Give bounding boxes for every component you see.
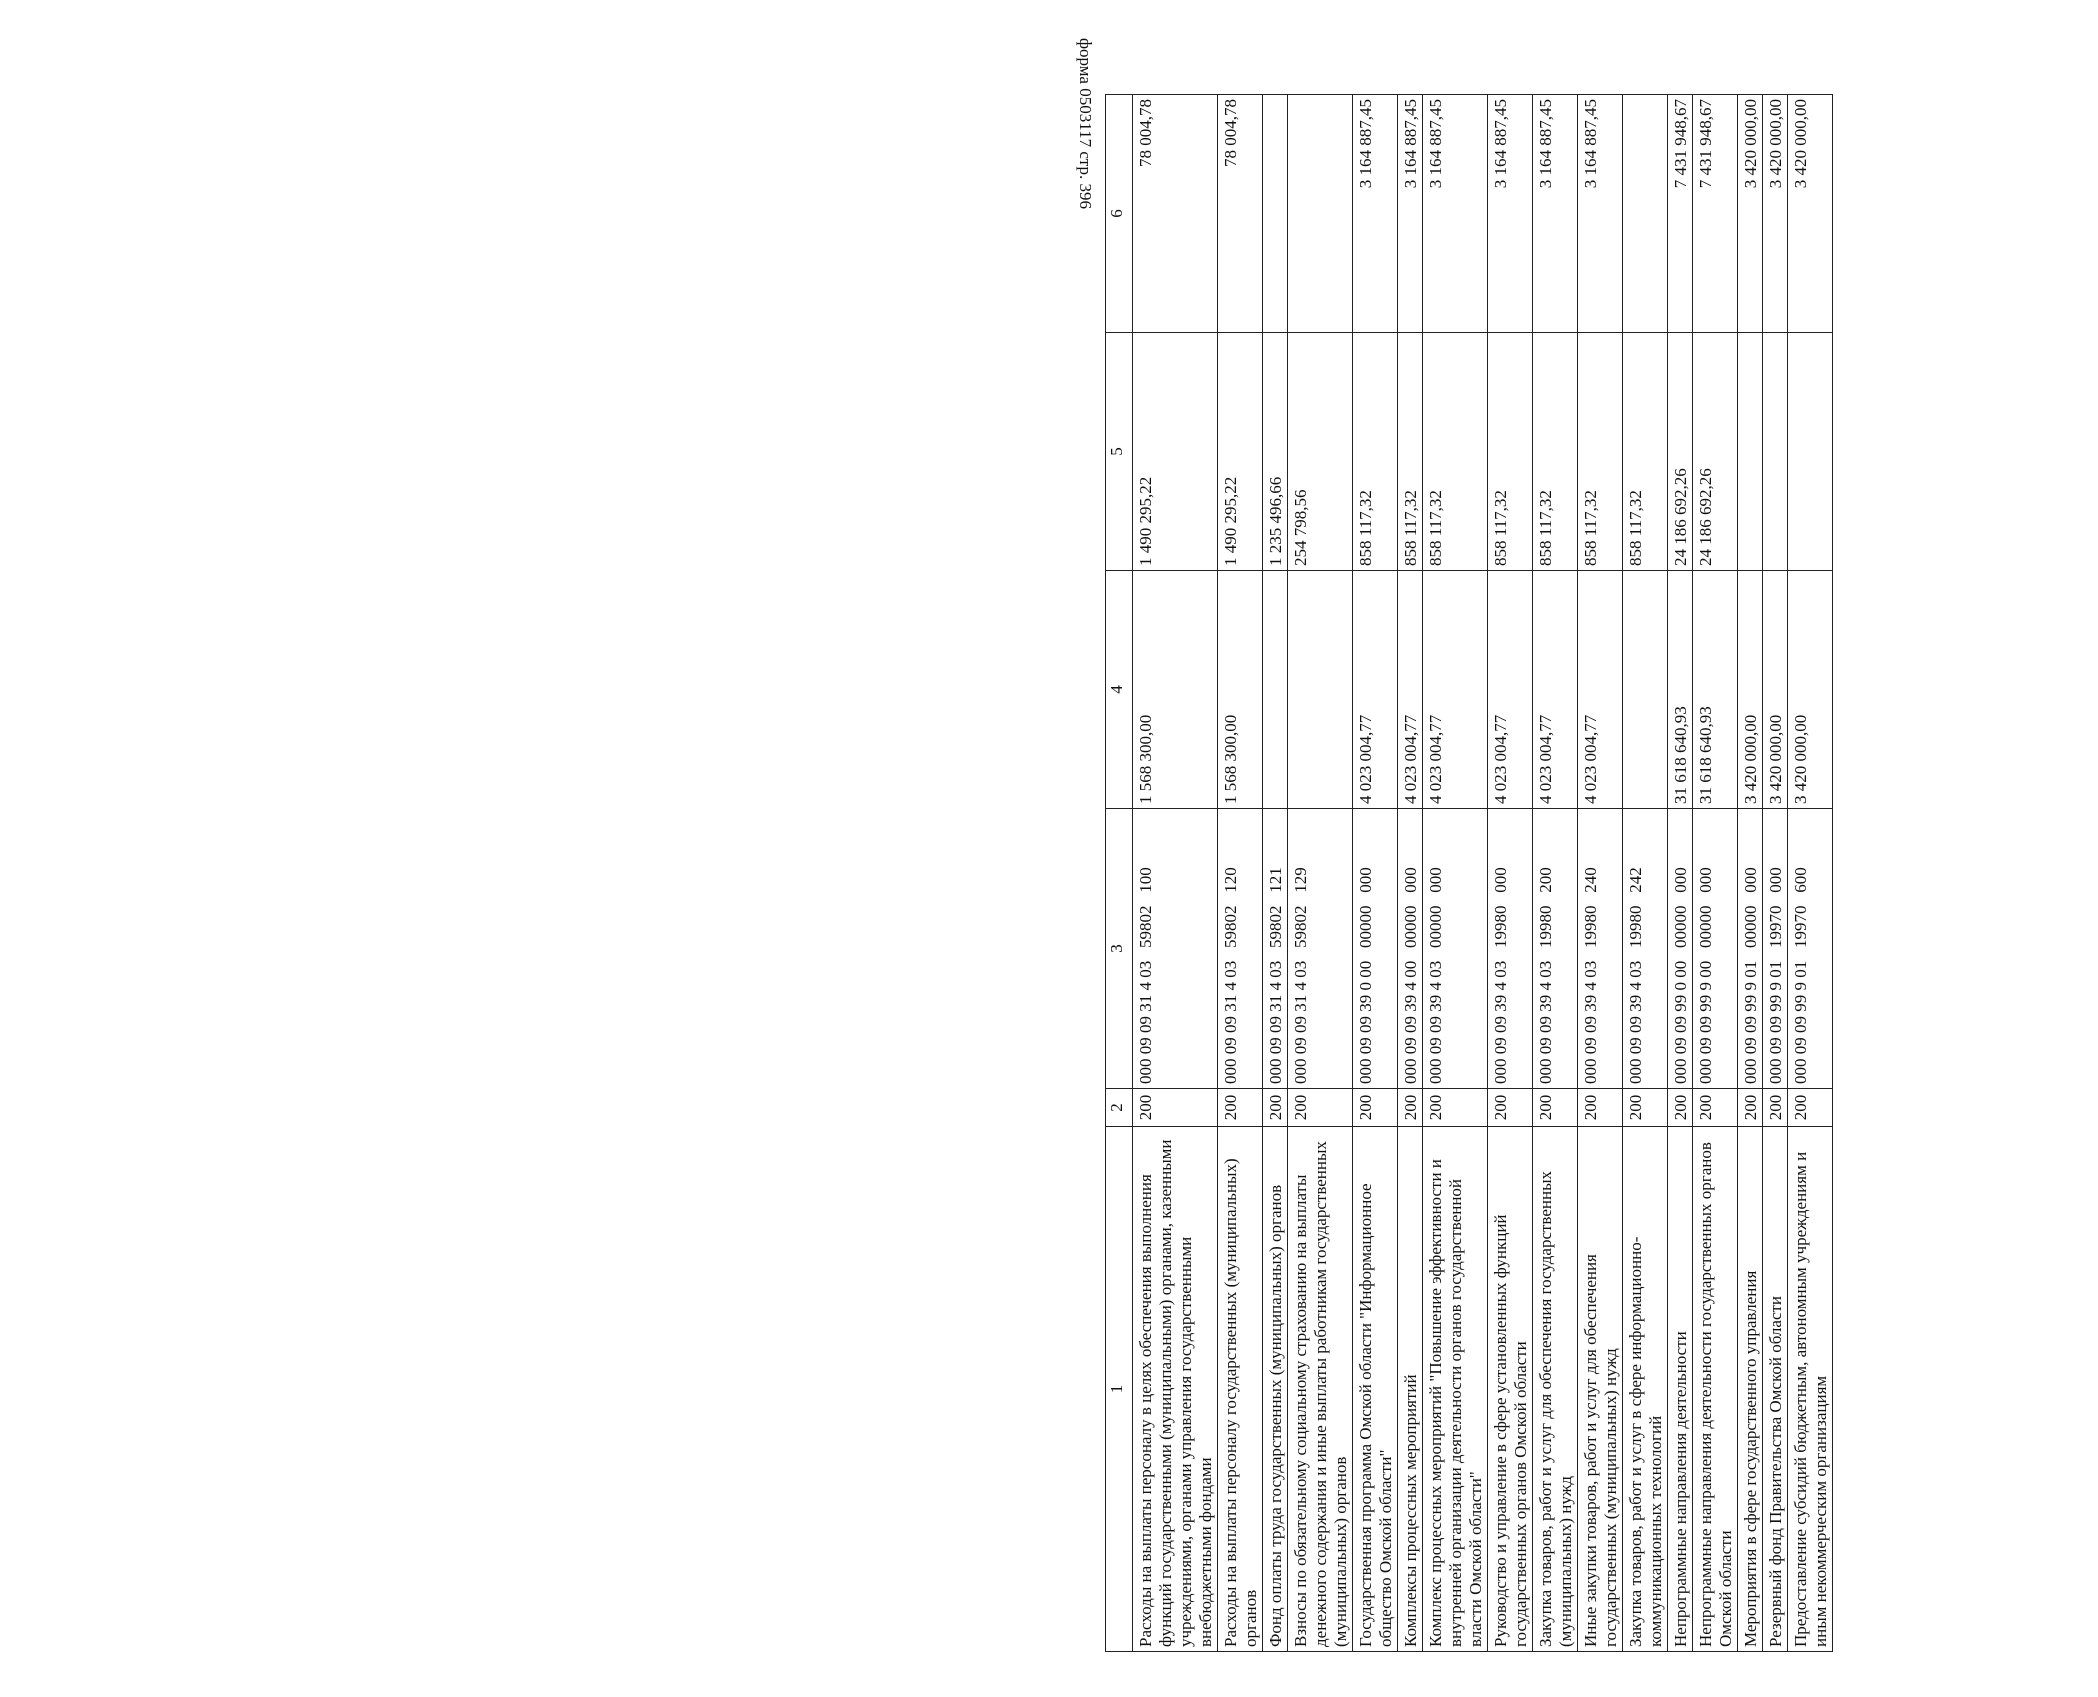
- column-header-3: 3: [1106, 809, 1133, 1089]
- row-unexecuted-amount-cell: 78 004,78: [1218, 95, 1263, 333]
- row-name-cell: Мероприятия в сфере государственного управления: [1738, 1127, 1763, 1652]
- row-name-cell: Закупка товаров, работ и услуг в сфере информационно-коммуникационных технологий: [1623, 1127, 1668, 1652]
- row-approved-amount-cell: [1263, 571, 1288, 809]
- row-name-cell: Фонд оплаты труда государственных (муниципальных) органов: [1263, 1127, 1288, 1652]
- row-classification-code-cell: 000 09 09 31 4 03 59802 121: [1263, 809, 1288, 1089]
- row-line-code-cell: 200: [1788, 1089, 1833, 1127]
- row-line-code-cell: 200: [1668, 1089, 1693, 1127]
- row-approved-amount-cell: 1 568 300,00: [1218, 571, 1263, 809]
- column-header-6: 6: [1106, 95, 1133, 333]
- row-approved-amount-cell: 31 618 640,93: [1693, 571, 1738, 809]
- row-name-cell: Резервный фонд Правительства Омской области: [1763, 1127, 1788, 1652]
- budget-report-table: [1105, 94, 1833, 1652]
- row-approved-amount-cell: 3 420 000,00: [1763, 571, 1788, 809]
- table-row: [1353, 95, 1398, 1652]
- table-body: [1106, 95, 1833, 1652]
- row-unexecuted-amount-cell: 3 420 000,00: [1763, 95, 1788, 333]
- table-row: [1668, 95, 1693, 1652]
- row-executed-amount-cell: 24 186 692,26: [1693, 333, 1738, 571]
- table-row: [1263, 95, 1288, 1652]
- row-classification-code-cell: 000 09 09 39 4 03 19980 000: [1488, 809, 1533, 1089]
- table-row: [1488, 95, 1533, 1652]
- row-classification-code-cell: 000 09 09 99 9 01 19970 600: [1788, 809, 1833, 1089]
- row-name-cell: Расходы на выплаты персоналу в целях обеспечения выполнения функций государственными (муниципальными) органами, казенными учреждениями, органами управления государственными внебюджетными фондами: [1133, 1127, 1218, 1652]
- row-name-cell: Непрограммные направления деятельности государственных органов Омской области: [1693, 1127, 1738, 1652]
- row-classification-code-cell: 000 09 09 99 0 00 00000 000: [1668, 809, 1693, 1089]
- row-approved-amount-cell: 3 420 000,00: [1738, 571, 1763, 809]
- row-line-code-cell: 200: [1423, 1089, 1488, 1127]
- row-line-code-cell: 200: [1533, 1089, 1578, 1127]
- table-row: [1693, 95, 1738, 1652]
- row-approved-amount-cell: [1288, 571, 1353, 809]
- row-line-code-cell: 200: [1623, 1089, 1668, 1127]
- row-line-code-cell: 200: [1133, 1089, 1218, 1127]
- row-unexecuted-amount-cell: [1288, 95, 1353, 333]
- row-name-cell: Расходы на выплаты персоналу государственных (муниципальных) органов: [1218, 1127, 1263, 1652]
- table-row: [1578, 95, 1623, 1652]
- row-unexecuted-amount-cell: 3 164 887,45: [1398, 95, 1423, 333]
- row-line-code-cell: 200: [1763, 1089, 1788, 1127]
- row-line-code-cell: 200: [1488, 1089, 1533, 1127]
- column-header-4: 4: [1106, 571, 1133, 809]
- row-executed-amount-cell: 858 117,32: [1623, 333, 1668, 571]
- row-executed-amount-cell: [1788, 333, 1833, 571]
- row-approved-amount-cell: 4 023 004,77: [1398, 571, 1423, 809]
- row-classification-code-cell: 000 09 09 39 4 03 19980 200: [1533, 809, 1578, 1089]
- row-classification-code-cell: 000 09 09 39 4 03 00000 000: [1423, 809, 1488, 1089]
- table-row: [1423, 95, 1488, 1652]
- row-line-code-cell: 200: [1288, 1089, 1353, 1127]
- row-approved-amount-cell: 1 568 300,00: [1133, 571, 1218, 809]
- row-name-cell: Комплекс процессных мероприятий "Повышение эффективности и внутренней организации деятельности органов государственной власти Омской области": [1423, 1127, 1488, 1652]
- row-name-cell: Государственная программа Омской области "Информационное общество Омской области": [1353, 1127, 1398, 1652]
- row-unexecuted-amount-cell: 7 431 948,67: [1693, 95, 1738, 333]
- table-row: [1738, 95, 1763, 1652]
- row-line-code-cell: 200: [1263, 1089, 1288, 1127]
- rotated-report-sheet: [1105, 95, 2098, 1652]
- row-executed-amount-cell: 1 490 295,22: [1218, 333, 1263, 571]
- table-row: [1623, 95, 1668, 1652]
- row-executed-amount-cell: 1 490 295,22: [1133, 333, 1218, 571]
- row-executed-amount-cell: 254 798,56: [1288, 333, 1353, 571]
- row-executed-amount-cell: 1 235 496,66: [1263, 333, 1288, 571]
- row-classification-code-cell: 000 09 09 39 4 03 19980 242: [1623, 809, 1668, 1089]
- header-row: [1106, 95, 1133, 1652]
- row-approved-amount-cell: 31 618 640,93: [1668, 571, 1693, 809]
- row-classification-code-cell: 000 09 09 39 4 03 19980 240: [1578, 809, 1623, 1089]
- row-unexecuted-amount-cell: 3 164 887,45: [1488, 95, 1533, 333]
- row-line-code-cell: 200: [1738, 1089, 1763, 1127]
- row-approved-amount-cell: [1623, 571, 1668, 809]
- row-classification-code-cell: 000 09 09 39 0 00 00000 000: [1353, 809, 1398, 1089]
- row-unexecuted-amount-cell: 7 431 948,67: [1668, 95, 1693, 333]
- row-line-code-cell: 200: [1578, 1089, 1623, 1127]
- row-executed-amount-cell: [1738, 333, 1763, 571]
- table-row: [1218, 95, 1263, 1652]
- table-row: [1288, 95, 1353, 1652]
- table-row: [1398, 95, 1423, 1652]
- column-header-1: 1: [1106, 1127, 1133, 1652]
- row-line-code-cell: 200: [1218, 1089, 1263, 1127]
- row-unexecuted-amount-cell: 3 164 887,45: [1578, 95, 1623, 333]
- row-unexecuted-amount-cell: 3 164 887,45: [1533, 95, 1578, 333]
- row-unexecuted-amount-cell: [1623, 95, 1668, 333]
- row-classification-code-cell: 000 09 09 99 9 01 00000 000: [1738, 809, 1763, 1089]
- row-approved-amount-cell: 4 023 004,77: [1353, 571, 1398, 809]
- row-executed-amount-cell: 858 117,32: [1423, 333, 1488, 571]
- row-classification-code-cell: 000 09 09 31 4 03 59802 120: [1218, 809, 1263, 1089]
- table-row: [1133, 95, 1218, 1652]
- row-executed-amount-cell: 858 117,32: [1398, 333, 1423, 571]
- row-classification-code-cell: 000 09 09 31 4 03 59802 129: [1288, 809, 1353, 1089]
- row-executed-amount-cell: 24 186 692,26: [1668, 333, 1693, 571]
- row-unexecuted-amount-cell: [1263, 95, 1288, 333]
- row-unexecuted-amount-cell: 3 420 000,00: [1738, 95, 1763, 333]
- row-unexecuted-amount-cell: 3 164 887,45: [1423, 95, 1488, 333]
- row-executed-amount-cell: 858 117,32: [1533, 333, 1578, 571]
- row-classification-code-cell: 000 09 09 39 4 00 00000 000: [1398, 809, 1423, 1089]
- row-executed-amount-cell: 858 117,32: [1488, 333, 1533, 571]
- row-approved-amount-cell: 3 420 000,00: [1788, 571, 1833, 809]
- row-name-cell: Взносы по обязательному социальному страхованию на выплаты денежного содержания и иные выплаты работникам государственных (муниципальных) органов: [1288, 1127, 1353, 1652]
- row-approved-amount-cell: 4 023 004,77: [1578, 571, 1623, 809]
- row-unexecuted-amount-cell: 78 004,78: [1133, 95, 1218, 333]
- row-line-code-cell: 200: [1693, 1089, 1738, 1127]
- row-classification-code-cell: 000 09 09 31 4 03 59802 100: [1133, 809, 1218, 1089]
- row-unexecuted-amount-cell: 3 420 000,00: [1788, 95, 1833, 333]
- row-line-code-cell: 200: [1353, 1089, 1398, 1127]
- row-executed-amount-cell: 858 117,32: [1353, 333, 1398, 571]
- row-name-cell: Непрограммные направления деятельности: [1668, 1127, 1693, 1652]
- row-line-code-cell: 200: [1398, 1089, 1423, 1127]
- row-name-cell: Руководство и управление в сфере установленных функций государственных органов Омской области: [1488, 1127, 1533, 1652]
- table-row: [1763, 95, 1788, 1652]
- row-approved-amount-cell: 4 023 004,77: [1423, 571, 1488, 809]
- row-executed-amount-cell: [1763, 333, 1788, 571]
- form-page-label: форма 0503117 стр. 396: [1076, 38, 1095, 209]
- row-approved-amount-cell: 4 023 004,77: [1488, 571, 1533, 809]
- row-classification-code-cell: 000 09 09 99 9 01 19970 000: [1763, 809, 1788, 1089]
- row-unexecuted-amount-cell: 3 164 887,45: [1353, 95, 1398, 333]
- column-header-2: 2: [1106, 1089, 1133, 1127]
- column-header-5: 5: [1106, 333, 1133, 571]
- row-name-cell: Комплексы процессных мероприятий: [1398, 1127, 1423, 1652]
- row-name-cell: Иные закупки товаров, работ и услуг для обеспечения государственных (муниципальных) нужд: [1578, 1127, 1623, 1652]
- row-classification-code-cell: 000 09 09 99 9 00 00000 000: [1693, 809, 1738, 1089]
- table-row: [1788, 95, 1833, 1652]
- row-executed-amount-cell: 858 117,32: [1578, 333, 1623, 571]
- table-row: [1533, 95, 1578, 1652]
- row-approved-amount-cell: 4 023 004,77: [1533, 571, 1578, 809]
- row-name-cell: Предоставление субсидий бюджетным, автономным учреждениям и иным некоммерческим организациям: [1788, 1127, 1833, 1652]
- row-name-cell: Закупка товаров, работ и услуг для обеспечения государственных (муниципальных) нужд: [1533, 1127, 1578, 1652]
